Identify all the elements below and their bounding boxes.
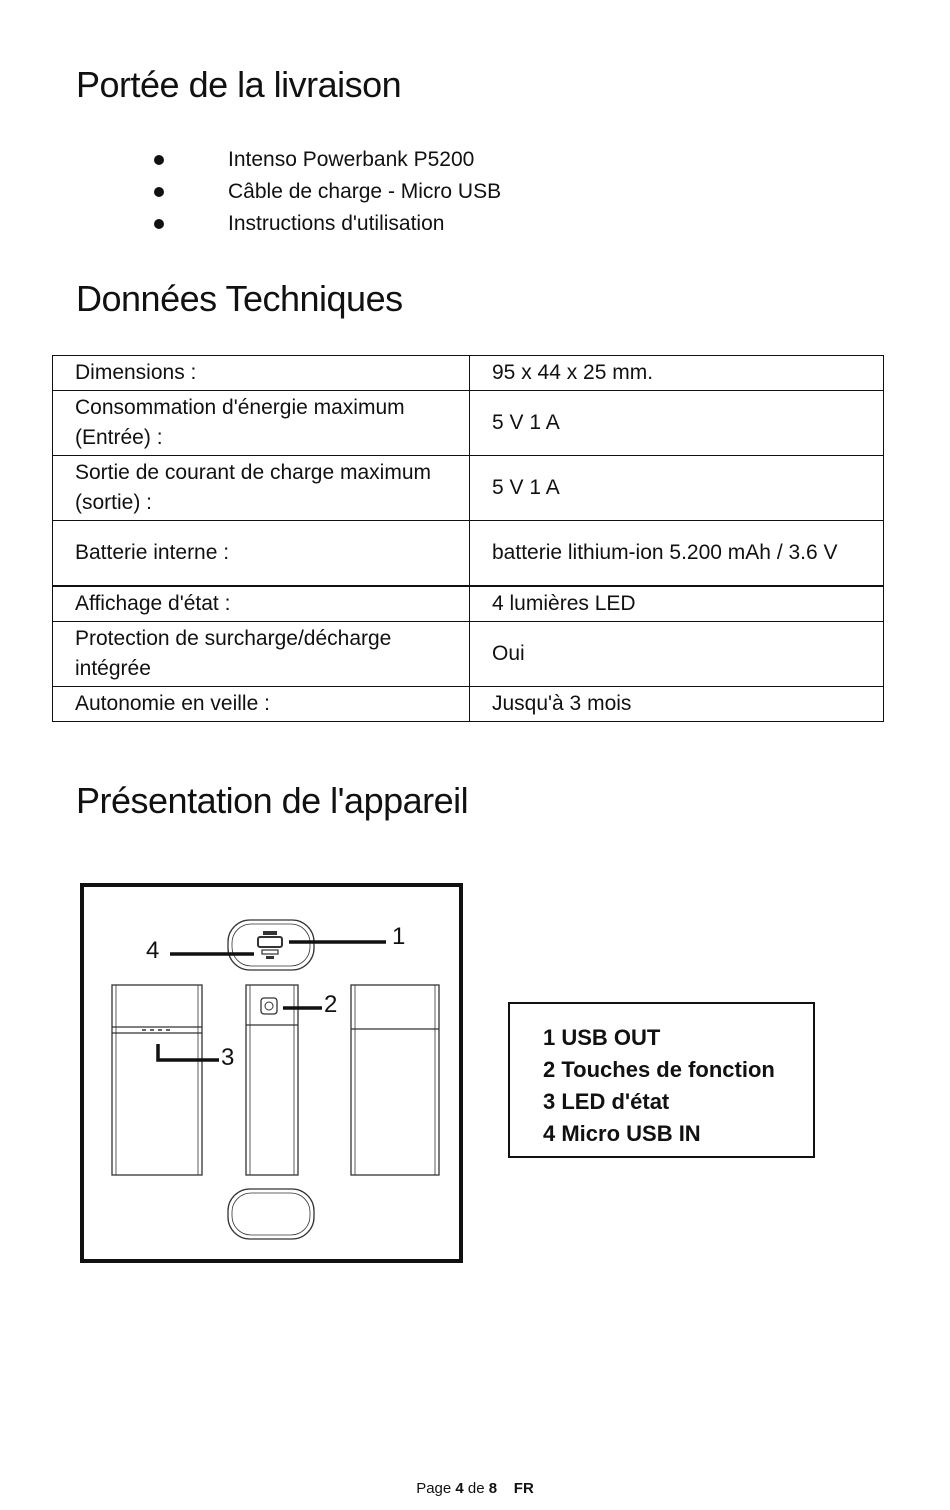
delivery-list [150,144,501,240]
legend-box [508,1002,815,1158]
spec-value: 5 V 1 A [470,391,884,456]
bullet-icon [154,219,164,229]
table-row [53,391,884,456]
power-button-icon [261,998,277,1014]
table-row [53,686,884,721]
list-item: Instructions d'utilisation [150,208,501,240]
device-top-view [228,920,314,970]
legend-item: 3 LED d'état [543,1089,670,1114]
legend-item: 1 USB OUT [543,1025,661,1050]
footer-page-total: 8 [488,1480,498,1497]
list-item: Intenso Powerbank P5200 [150,144,501,176]
bullet-icon [154,155,164,165]
spec-value: batterie lithium-ion 5.200 mAh / 3.6 V [470,521,884,586]
section-title-delivery: Portée de la livraison [76,64,402,105]
table-row [53,356,884,391]
footer-language: FR [513,1480,534,1497]
device-bottom-view [228,1189,314,1239]
section-title-device: Présentation de l'appareil [76,780,469,821]
spec-value: Jusqu'à 3 mois [470,686,884,721]
bullet-icon [154,187,164,197]
spec-key: Batterie interne : [53,521,470,586]
legend-item: 2 Touches de fonction [543,1057,775,1082]
spec-value: 4 lumières LED [470,586,884,622]
table-row [53,621,884,686]
callout-label-1: 1 [392,923,406,950]
list-item: Câble de charge - Micro USB [150,176,501,208]
usb-port-icon [258,931,282,959]
table-row [53,521,884,586]
legend-item: 4 Micro USB IN [543,1121,701,1146]
section-title-specs: Données Techniques [76,278,403,319]
table-row [53,456,884,521]
footer-page-prefix: Page [416,1480,452,1497]
footer-page-number: 4 [455,1480,464,1497]
specs-table [52,355,884,722]
footer-of: de [467,1480,485,1497]
callout-line-3 [158,1044,219,1060]
spec-value: 95 x 44 x 25 mm. [470,356,884,391]
page-footer [0,1480,950,1497]
spec-key: Protection de surcharge/décharge intégrée [53,621,470,686]
spec-value: Oui [470,621,884,686]
spec-value: 5 V 1 A [470,456,884,521]
callout-label-4: 4 [146,937,160,964]
spec-key: Consommation d'énergie maximum (Entrée) : [53,391,470,456]
device-side-right [351,985,439,1175]
device-side-left [112,985,202,1175]
device-diagram [80,883,463,1263]
table-row [53,586,884,622]
spec-key: Dimensions : [53,356,470,391]
spec-key: Sortie de courant de charge maximum (sortie) : [53,456,470,521]
spec-key: Autonomie en veille : [53,686,470,721]
callout-label-3: 3 [221,1044,235,1071]
spec-key: Affichage d'état : [53,586,470,622]
callout-label-2: 2 [324,991,338,1018]
